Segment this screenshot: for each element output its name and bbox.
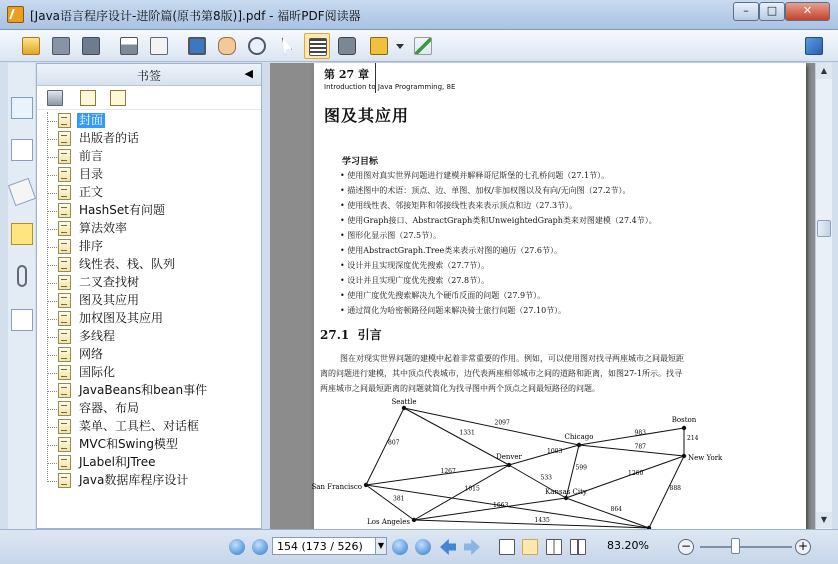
navigation-pane (8, 63, 35, 529)
bookmarks-panel (36, 63, 262, 529)
edge-weight-label: 1260 (628, 470, 644, 477)
bookmark-icon (58, 275, 71, 290)
zoom-in-icon[interactable]: + (795, 539, 811, 555)
zoom-slider-knob[interactable] (731, 538, 740, 554)
zoom-level[interactable]: 83.20% (607, 539, 649, 552)
edge-weight-label: 599 (575, 464, 587, 472)
text-select-button[interactable] (304, 33, 330, 59)
goal-item: • 设计并且实现深度优先搜索（27.7节）。 (340, 261, 490, 270)
chapter-title: 图及其应用 (324, 106, 410, 125)
goal-item: • 使用图对真实世界问题进行建模并解释哥尼斯堡的七孔桥问题（27.1节）。 (340, 171, 610, 180)
goal-text: 设计并且实现广度优先搜索（27.8节）。 (347, 276, 490, 285)
tree-connector (47, 391, 57, 392)
intro-paragraph (320, 351, 800, 396)
goal-text: 使用Graph接口、AbstractGraph类和UnweightedGraph类来对图建模（27.4节）。 (347, 216, 657, 225)
comments-panel-icon[interactable] (11, 223, 33, 245)
open-button[interactable] (18, 33, 44, 59)
bookmark-label: 算法效率 (79, 221, 128, 235)
bookmark-item[interactable] (37, 346, 261, 364)
scroll-up-arrow[interactable]: ▲ (816, 63, 832, 79)
pdf-page (311, 63, 806, 533)
city-label: Chicago (564, 433, 594, 441)
goals-list (340, 168, 800, 318)
bookmark-label: Java数据库程序设计 (79, 473, 189, 487)
bookmark-icon (58, 203, 71, 218)
tree-connector (47, 445, 57, 446)
expand-button[interactable] (801, 33, 827, 59)
bookmark-item[interactable] (37, 130, 261, 148)
bookmark-label: 加权图及其应用 (79, 311, 164, 325)
bookmark-icon (58, 437, 71, 452)
pages-panel-icon[interactable] (11, 139, 33, 161)
bookmark-icon (58, 257, 71, 272)
bookmark-label: 网络 (79, 347, 104, 361)
bookmark-item[interactable] (37, 310, 261, 328)
edge-weight-label: 1435 (534, 517, 550, 524)
bookmark-item[interactable] (37, 238, 261, 256)
window-title: [Java语言程序设计-进阶篇(原书第8版)].pdf - 福昕PDF阅读器 (30, 9, 361, 23)
city-vertex (682, 426, 686, 430)
city-vertex (507, 463, 511, 467)
save-as-button[interactable] (78, 33, 104, 59)
bookmark-label: 正文 (79, 185, 104, 199)
edge-weight-label: 533 (540, 474, 552, 482)
goal-item: • 使用广度优先搜索解决九个硬币反面的问题（27.9节）。 (340, 291, 546, 300)
tree-connector (47, 247, 57, 248)
save-as-icon (82, 37, 100, 55)
goal-text: 使用图对真实世界问题进行建模并解释哥尼斯堡的七孔桥问题（27.1节）。 (347, 171, 610, 180)
goal-text: 通过简化为哈密顿路径问题来解决骑士旅行问题（27.10节）。 (347, 306, 567, 315)
tree-connector (47, 283, 57, 284)
bookmark-item[interactable] (37, 184, 261, 202)
bookmark-label: MVC和Swing模型 (79, 437, 178, 451)
bookmarks-toolbar (37, 86, 261, 110)
zoom-tool-icon (248, 37, 266, 55)
select-tool-button[interactable] (274, 33, 300, 59)
delete-bookmark-icon[interactable] (47, 90, 63, 106)
save-icon (52, 37, 70, 55)
goal-item: • 通过简化为哈密顿路径问题来解决骑士旅行问题（27.10节）。 (340, 306, 567, 315)
chapter-english-title: Introduction to Java Programming, 8E (324, 83, 456, 91)
graph-edge (579, 428, 684, 445)
paragraph-line: 图在对现实世界问题的建模中起着非常重要的作用。例如，可以使用图对找寻两座城市之间最短距 (340, 354, 684, 363)
status-bar (0, 529, 838, 564)
city-label: Los Angeles (367, 518, 410, 526)
bookmark-item[interactable] (37, 112, 261, 130)
continuous-icon[interactable] (522, 539, 538, 555)
paragraph-line: 离的问题进行建模，其中顶点代表城市，边代表两座相邻城市之间的道路和距离，如图27-1所示。找寻 (320, 369, 682, 378)
city-label: New York (688, 454, 723, 462)
tree-connector (47, 427, 57, 428)
graph-edge (366, 485, 414, 520)
scroll-thumb[interactable] (817, 220, 831, 237)
edge-weight-label: 1267 (440, 468, 456, 475)
tree-connector (47, 373, 57, 374)
bookmark-item[interactable] (37, 220, 261, 238)
edge-weight-label: 1003 (547, 448, 563, 455)
graph-edge (566, 498, 649, 528)
bookmark-icon (58, 365, 71, 380)
single-page-icon[interactable] (499, 539, 515, 555)
goal-text: 使用AbstractGraph.Tree类来表示对图的遍历（27.6节）。 (347, 246, 563, 255)
bookmark-label: 多线程 (79, 329, 116, 343)
first-page-icon[interactable] (229, 539, 245, 555)
bookmark-item[interactable] (37, 274, 261, 292)
goal-item: • 使用线性表、邻接矩阵和邻接线性表来表示顶点和边（27.3节）。 (340, 201, 578, 210)
page-dropdown[interactable]: ▼ (375, 537, 387, 555)
tree-connector (47, 319, 57, 320)
bookmark-label: HashSet有问题 (79, 203, 165, 217)
tree-connector (47, 229, 57, 230)
expand-icon (805, 37, 823, 55)
text-select-icon (309, 38, 327, 56)
bookmark-icon (58, 401, 71, 416)
city-vertex (402, 406, 406, 410)
bookmark-label: 封面 (79, 113, 104, 127)
bookmarks-panel-icon[interactable] (11, 97, 33, 119)
bookmark-item[interactable] (37, 328, 261, 346)
tree-connector (47, 121, 57, 122)
tree-connector (47, 337, 57, 338)
bookmark-label: 目录 (79, 167, 104, 181)
tree-connector (47, 301, 57, 302)
edge-weight-label: 1015 (464, 485, 480, 493)
zoom-slider[interactable] (700, 546, 792, 548)
zoom-out-icon[interactable]: − (678, 539, 694, 555)
fullscreen-button[interactable] (184, 33, 210, 59)
graph-edge (404, 408, 509, 465)
close-button[interactable]: ✕ (785, 2, 830, 21)
title-bar (0, 0, 838, 30)
city-label: Seattle (391, 398, 417, 406)
bookmark-icon (58, 221, 71, 236)
goal-text: 使用线性表、邻接矩阵和邻接线性表来表示顶点和边（27.3节）。 (347, 201, 578, 210)
fullscreen-icon (188, 37, 206, 55)
tree-connector (47, 265, 57, 266)
graph-edge (579, 445, 684, 456)
section-heading: 27.1 引言 (320, 328, 382, 342)
graph-figure (311, 398, 806, 538)
goal-item: • 使用AbstractGraph.Tree类来表示对图的遍历（27.6节）。 (340, 246, 563, 255)
edge-weight-label: 1663 (493, 502, 509, 509)
bookmark-item[interactable] (37, 256, 261, 274)
tree-connector (47, 211, 57, 212)
city-vertex (564, 496, 568, 500)
bookmark-item[interactable] (37, 148, 261, 166)
page-number-input[interactable]: 154 (173 / 526) (272, 537, 376, 555)
bookmark-icon (58, 149, 71, 164)
graph-edge (366, 408, 404, 485)
bookmark-label: JLabel和JTree (79, 455, 156, 469)
goal-text: 图形化显示图（27.5节）。 (347, 231, 442, 240)
city-label: Boston (671, 416, 697, 424)
bookmark-icon (58, 473, 71, 488)
city-vertex (364, 483, 368, 487)
goal-text: 设计并且实现深度优先搜索（27.7节）。 (347, 261, 490, 270)
save-button[interactable] (48, 33, 74, 59)
bookmark-label: 线性表、栈、队列 (79, 257, 176, 271)
bookmark-icon (58, 383, 71, 398)
bookmark-label: 二叉查找树 (79, 275, 140, 289)
bookmark-label: 国际化 (79, 365, 116, 379)
goal-text: 描述图中的术语：顶点、边、单图、加权/非加权图以及有向/无向图（27.2节）。 (347, 186, 631, 195)
chapter-number: 第 27 章 (324, 68, 369, 81)
open-icon (22, 37, 40, 55)
bookmark-icon (58, 185, 71, 200)
goal-text: 使用广度优先搜索解决九个硬币反面的问题（27.9节）。 (347, 291, 546, 300)
select-tool-icon (282, 37, 292, 55)
tree-connector (47, 175, 57, 176)
back-icon[interactable] (440, 539, 456, 555)
edge-weight-label: 888 (669, 485, 681, 492)
bookmark-icon (58, 455, 71, 470)
edge-weight-label: 381 (393, 495, 405, 503)
bookmark-icon (58, 131, 71, 146)
city-label: Denver (496, 453, 522, 461)
forward-icon[interactable] (464, 539, 480, 555)
facing-icon[interactable] (546, 539, 562, 555)
bookmarks-title: 书签 (136, 69, 161, 83)
document-view[interactable] (270, 63, 815, 529)
bookmark-item[interactable] (37, 436, 261, 454)
attachments-panel-icon[interactable] (17, 265, 27, 287)
print-icon (120, 37, 138, 55)
bookmark-icon (58, 329, 71, 344)
edge-weight-label: 864 (610, 506, 622, 513)
collapse-panel-button[interactable]: ◀ (244, 67, 253, 80)
vertical-scrollbar[interactable] (815, 63, 832, 529)
bookmark-label: 排序 (79, 239, 104, 253)
rms-icon (370, 37, 388, 55)
graph-edge (414, 520, 649, 528)
next-page-icon[interactable] (392, 539, 408, 555)
edge-weight-label: 983 (634, 429, 646, 437)
bookmark-label: 容器、布局 (79, 401, 140, 415)
goal-item: • 描述图中的术语：顶点、边、单图、加权/非加权图以及有向/无向图（27.2节）。 (340, 186, 631, 195)
goal-item: • 设计并且实现广度优先搜索（27.8节）。 (340, 276, 490, 285)
bookmark-item[interactable] (37, 454, 261, 472)
layers-panel-icon[interactable] (8, 178, 36, 206)
bookmark-label: 图及其应用 (79, 293, 140, 307)
bookmark-icon (58, 311, 71, 326)
new-bookmark-icon[interactable] (80, 90, 96, 106)
city-label: San Francisco (311, 483, 362, 491)
prev-page-icon[interactable] (252, 539, 268, 555)
bookmark-icon (58, 293, 71, 308)
bookmark-item[interactable] (37, 202, 261, 220)
bookmarks-header (37, 64, 261, 86)
goal-item: • 图形化显示图（27.5节）。 (340, 231, 442, 240)
bookmark-item[interactable] (37, 382, 261, 400)
email-icon (150, 37, 168, 55)
dropdown-icon (396, 44, 404, 49)
zoom-tool-button[interactable] (244, 33, 270, 59)
edge-weight-label: 214 (687, 435, 699, 442)
bookmark-item[interactable] (37, 364, 261, 382)
graph-edge (366, 465, 509, 485)
tree-connector (47, 355, 57, 356)
maximize-button[interactable]: □ (759, 2, 785, 21)
bookmark-icon (58, 113, 71, 128)
tree-connector (47, 193, 57, 194)
hand-tool-button[interactable] (214, 33, 240, 59)
bookmark-item[interactable] (37, 418, 261, 436)
bookmark-label: JavaBeans和bean事件 (79, 383, 208, 397)
snapshot-icon (338, 37, 356, 55)
snapshot-button[interactable] (334, 33, 360, 59)
panel-splitter[interactable] (262, 63, 270, 529)
bookmark-label: 前言 (79, 149, 104, 163)
goals-heading: 学习目标 (342, 157, 379, 167)
bookmark-item[interactable] (37, 166, 261, 184)
tree-connector (47, 157, 57, 158)
sign-icon (414, 37, 432, 55)
bookmark-item[interactable] (37, 292, 261, 310)
graph-edge (414, 465, 509, 520)
hand-tool-icon (218, 37, 236, 55)
print-button[interactable] (116, 33, 142, 59)
tree-connector (47, 409, 57, 410)
paragraph-line: 两座城市之间最短距离的问题就简化为找寻图中两个顶点之间最短路径的问题。 (320, 384, 600, 393)
main-toolbar (0, 30, 838, 62)
tree-connector (47, 139, 57, 140)
rms-button[interactable] (366, 33, 392, 59)
scroll-down-arrow[interactable]: ▼ (816, 512, 832, 528)
rms-dropdown[interactable] (394, 33, 406, 59)
bookmark-label: 菜单、工具栏、对话框 (79, 419, 200, 433)
edge-weight-label: 807 (388, 439, 400, 447)
tree-connector (47, 481, 57, 482)
new-child-bookmark-icon[interactable] (110, 90, 126, 106)
minimize-button[interactable]: – (733, 2, 759, 21)
edge-weight-label: 1331 (459, 429, 475, 437)
sign-button[interactable] (410, 33, 436, 59)
city-vertex (412, 518, 416, 522)
bookmark-icon (58, 347, 71, 362)
bookmark-label: 出版者的话 (79, 131, 140, 145)
foxit-app-icon (7, 6, 24, 23)
city-vertex (577, 443, 581, 447)
bookmark-icon (58, 419, 71, 434)
bookmark-icon (58, 167, 71, 182)
tree-connector (47, 463, 57, 464)
email-button[interactable] (146, 33, 172, 59)
edge-weight-label: 787 (634, 443, 646, 451)
graph-edge (404, 408, 579, 445)
last-page-icon[interactable] (415, 539, 431, 555)
bookmark-item[interactable] (37, 400, 261, 418)
bookmark-item[interactable] (37, 472, 261, 490)
city-label: Kansas City (545, 488, 587, 496)
edge-weight-label: 2097 (494, 419, 510, 427)
continuous-facing-icon[interactable] (570, 539, 586, 555)
signatures-panel-icon[interactable] (11, 309, 33, 331)
city-vertex (682, 454, 686, 458)
goal-item: • 使用Graph接口、AbstractGraph类和UnweightedGraph类来对图建模（27.4节）。 (340, 216, 657, 225)
bookmark-icon (58, 239, 71, 254)
